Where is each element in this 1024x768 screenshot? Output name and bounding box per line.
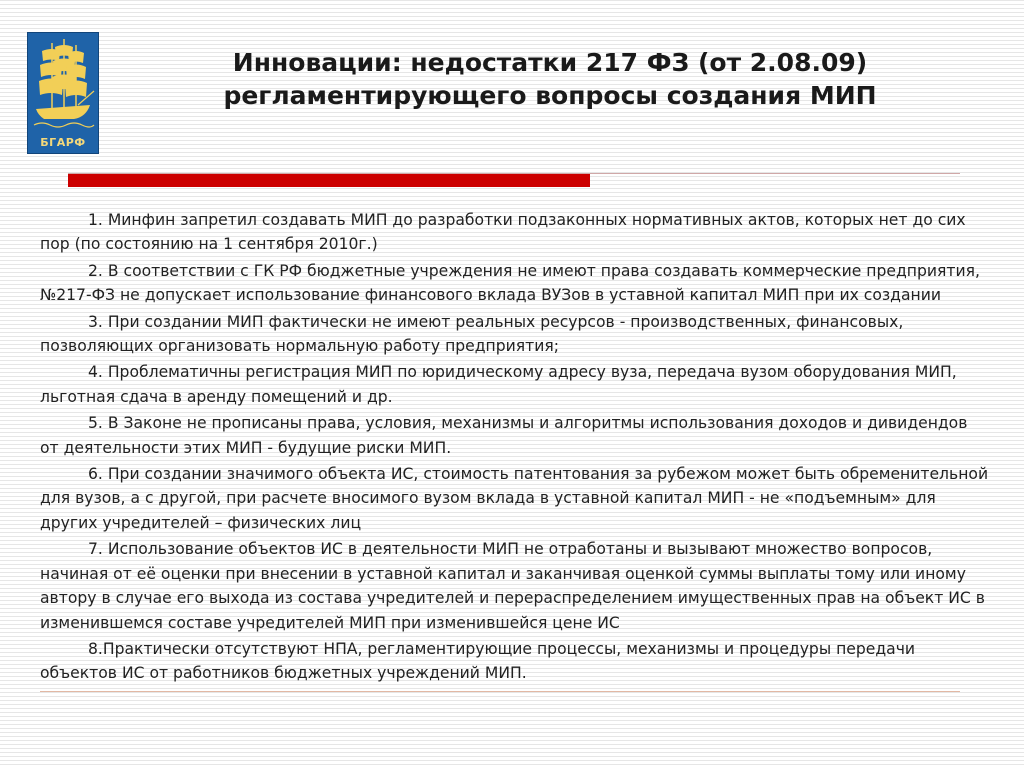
sailing-ship-icon — [28, 33, 98, 137]
logo-text: БГАРФ — [40, 136, 86, 149]
list-item: 6. При создании значимого объекта ИС, стоимость патентования за рубежом может быть обременительной для вузов, а с другой, при расчете вносимого вузом вклада в уставной капитал МИП - не «подъемным» для других учредителей – физических лиц — [40, 465, 989, 532]
page-title — [130, 46, 970, 112]
list-item: 5. В Законе не прописаны права, условия, механизмы и алгоритмы использования доходов и дивидендов от деятельности этих МИП - будущие риски МИП. — [40, 414, 968, 457]
title-line-2: регламентирующего вопросы создания МИП — [223, 81, 877, 110]
list-item: 8.Практически отсутствуют НПА, регламентирующие процессы, механизмы и процедуры передачи объектов ИС от работников бюджетных учреждений МИП. — [40, 639, 916, 683]
accent-bar — [68, 174, 590, 187]
list-item: 7. Использование объектов ИС в деятельности МИП не отработаны и вызывают множество вопросов, начиная от её оценки при внесении в уставной капитал и заканчивая оценкой суммы выплаты тому или иному автору в случае его выхода из состава учредителей и перераспределением имущественных прав на объект ИС в изменившемся составе учредителей МИП при изменившейся цене ИС — [40, 540, 985, 632]
list-item: 1. Минфин запретил создавать МИП до разработки подзаконных нормативных актов, которых нет до сих пор (по состоянию на 1 сентября 2010г.) — [40, 211, 966, 254]
list-item: 4. Проблематичны регистрация МИП по юридическому адресу вуза, передача вузом оборудования МИП, льготная сдача в аренду помещений и др. — [40, 363, 957, 406]
list-item: 2. В соответствии с ГК РФ бюджетные учреждения не имеют права создавать коммерческие предприятия, №217-ФЗ не допускает использование финансового вклада ВУЗов в уставной капитал МИП при их создании — [40, 261, 980, 305]
content-list — [40, 208, 990, 688]
logo — [27, 32, 99, 154]
title-line-1: Инновации: недостатки 217 ФЗ (от 2.08.09) — [232, 48, 868, 77]
item-separator — [40, 691, 960, 692]
list-item: 3. При создании МИП фактически не имеют реальных ресурсов - производственных, финансовых, позволяющих организовать нормальную работу предприятия; — [40, 312, 904, 356]
